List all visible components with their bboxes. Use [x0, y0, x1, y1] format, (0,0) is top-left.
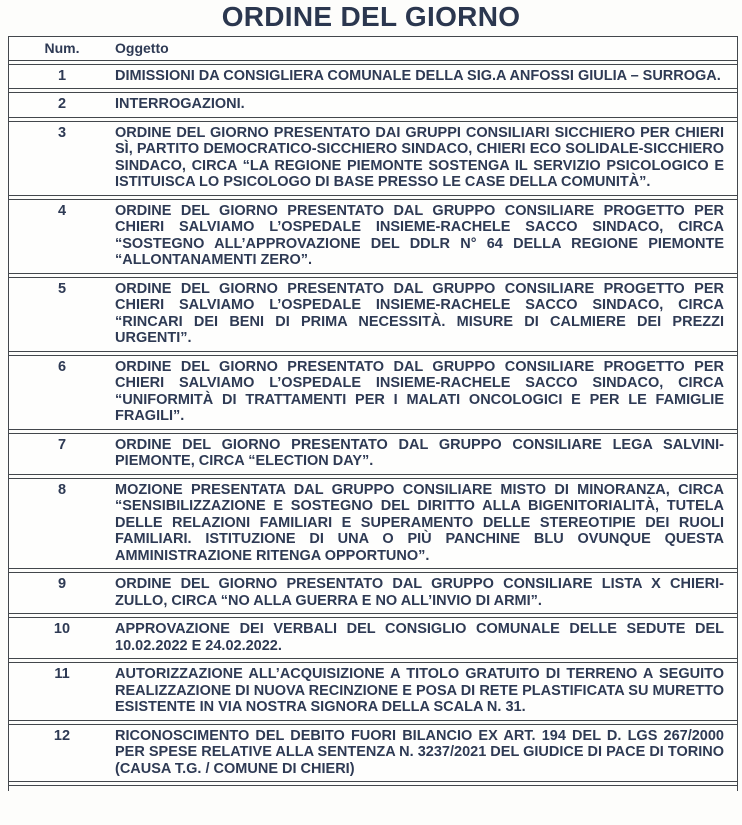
- table-rows: [9, 64, 737, 783]
- header-subject-label: Oggetto: [115, 40, 169, 56]
- header-num-label: Num.: [44, 40, 80, 56]
- row-num: 7: [57, 436, 67, 453]
- table-header-row: [9, 36, 737, 61]
- table-row: [9, 64, 737, 90]
- row-subject: AUTORIZZAZIONE ALL’ACQUISIZIONE A TITOLO GRATUITO DI TERRENO A SEGUITO REALIZZAZIONE DI NUOVA RECINZIONE E POSA DI RETE PLASTIFICATA SU MURETTO ESISTENTE IN VIA NOSTRA SIGNORA DELLA SCALA N. 31.: [115, 666, 724, 715]
- row-num: 11: [54, 666, 70, 682]
- row-num: 2: [57, 96, 67, 112]
- document-page: [0, 2, 742, 791]
- table-row: [9, 355, 737, 430]
- row-subject: ORDINE DEL GIORNO PRESENTATO DAI GRUPPI CONSILIARI SICCHIERO PER CHIERI SÌ, PARTITO DEMOCRATICO-SICCHIERO SINDACO, CHIERI ECO SOLIDALE-SICCHIERO SINDACO, CIRCA “LA REGIONE PIEMONTE SOSTENGA IL SERVIZIO PSICOLOGICO E ISTITUISCA LO PSICOLOGO DI BASE PRESSO LE CASE DELLA COMUNITÀ”.: [115, 124, 724, 190]
- row-subject: INTERROGAZIONI.: [115, 96, 245, 112]
- row-subject: DIMISSIONI DA CONSIGLIERA COMUNALE DELLA SIG.A ANFOSSI GIULIA – SURROGA.: [115, 67, 721, 84]
- row-num: 4: [57, 202, 67, 219]
- row-num: 12: [53, 727, 71, 744]
- row-subject: ORDINE DEL GIORNO PRESENTATO DAL GRUPPO CONSILIARE PROGETTO PER CHIERI SALVIAMO L’OSPEDALE INSIEME-RACHELE SACCO SINDACO, CIRCA “RINCARI DEI BENI DI PRIMA NECESSITÀ. MISURE DI CALMIERE DEI PREZZI URGENTI”.: [115, 280, 724, 346]
- table-row: [9, 662, 737, 721]
- table-row: [9, 572, 737, 614]
- row-num: 10: [53, 621, 71, 637]
- row-subject: ORDINE DEL GIORNO PRESENTATO DAL GRUPPO CONSILIARE LISTA X CHIERI-ZULLO, CIRCA “NO ALLA GUERRA E NO ALL’INVIO DI ARMI”.: [115, 576, 724, 609]
- table-row: [9, 478, 737, 570]
- table-row: [9, 724, 737, 783]
- row-subject: ORDINE DEL GIORNO PRESENTATO DAL GRUPPO CONSILIARE PROGETTO PER CHIERI SALVIAMO L’OSPEDALE INSIEME-RACHELE SACCO SINDACO, CIRCA “SOSTEGNO ALL’APPROVAZIONE DEL DDLR N° 64 DELLA REGIONE PIEMONTE “ALLONTANAMENTI ZERO”.: [115, 202, 724, 268]
- table-row: [9, 199, 737, 274]
- table-row: [9, 617, 737, 659]
- next-row-stub: [9, 785, 737, 791]
- page-title: ORDINE DEL GIORNO: [221, 1, 521, 32]
- row-subject: APPROVAZIONE DEI VERBALI DEL CONSIGLIO COMUNALE DELLE SEDUTE DEL 10.02.2022 E 24.02.2022.: [115, 621, 724, 654]
- table-row: [9, 277, 737, 352]
- row-subject: ORDINE DEL GIORNO PRESENTATO DAL GRUPPO CONSILIARE PROGETTO PER CHIERI SALVIAMO L’OSPEDALE INSIEME-RACHELE SACCO SINDACO, CIRCA “UNIFORMITÀ DI TRATTAMENTI PER I MALATI ONCOLOGICI E PER LE FAMIGLIE FRAGILI”.: [115, 358, 724, 424]
- row-num: 5: [57, 280, 67, 297]
- table-row: [9, 121, 737, 196]
- row-subject: MOZIONE PRESENTATA DAL GRUPPO CONSILIARE MISTO DI MINORANZA, CIRCA “SENSIBILIZZAZIONE E SOSTEGNO DEL DIRITTO ALLA BIGENITORIALITÀ, TUTELA DELLE RELAZIONI FAMILIARI E SUPERAMENTO DELLE STEREOTIPIE DEI RUOLI FAMILIARI. ISTITUZIONE DI UNA O PIÙ PANCHINE BLU OVUNQUE QUESTA AMMINISTRAZIONE RITENGA OPPORTUNO”.: [115, 481, 724, 564]
- table-row: [9, 92, 737, 118]
- table-row: [9, 433, 737, 475]
- row-num: 3: [57, 124, 67, 141]
- row-subject: ORDINE DEL GIORNO PRESENTATO DAL GRUPPO CONSILIARE LEGA SALVINI-PIEMONTE, CIRCA “ELECTION DAY”.: [115, 436, 724, 469]
- row-num: 9: [57, 576, 67, 592]
- row-subject: RICONOSCIMENTO DEL DEBITO FUORI BILANCIO EX ART. 194 DEL D. LGS 267/2000 PER SPESE RELATIVE ALLA SENTENZA N. 3237/2021 DEL GIUDICE DI PACE DI TORINO (CAUSA T.G. / COMUNE DI CHIERI): [115, 727, 724, 777]
- row-num: 1: [57, 67, 67, 84]
- agenda-table: [8, 36, 738, 791]
- row-num: 6: [57, 358, 67, 375]
- row-num: 8: [57, 481, 67, 498]
